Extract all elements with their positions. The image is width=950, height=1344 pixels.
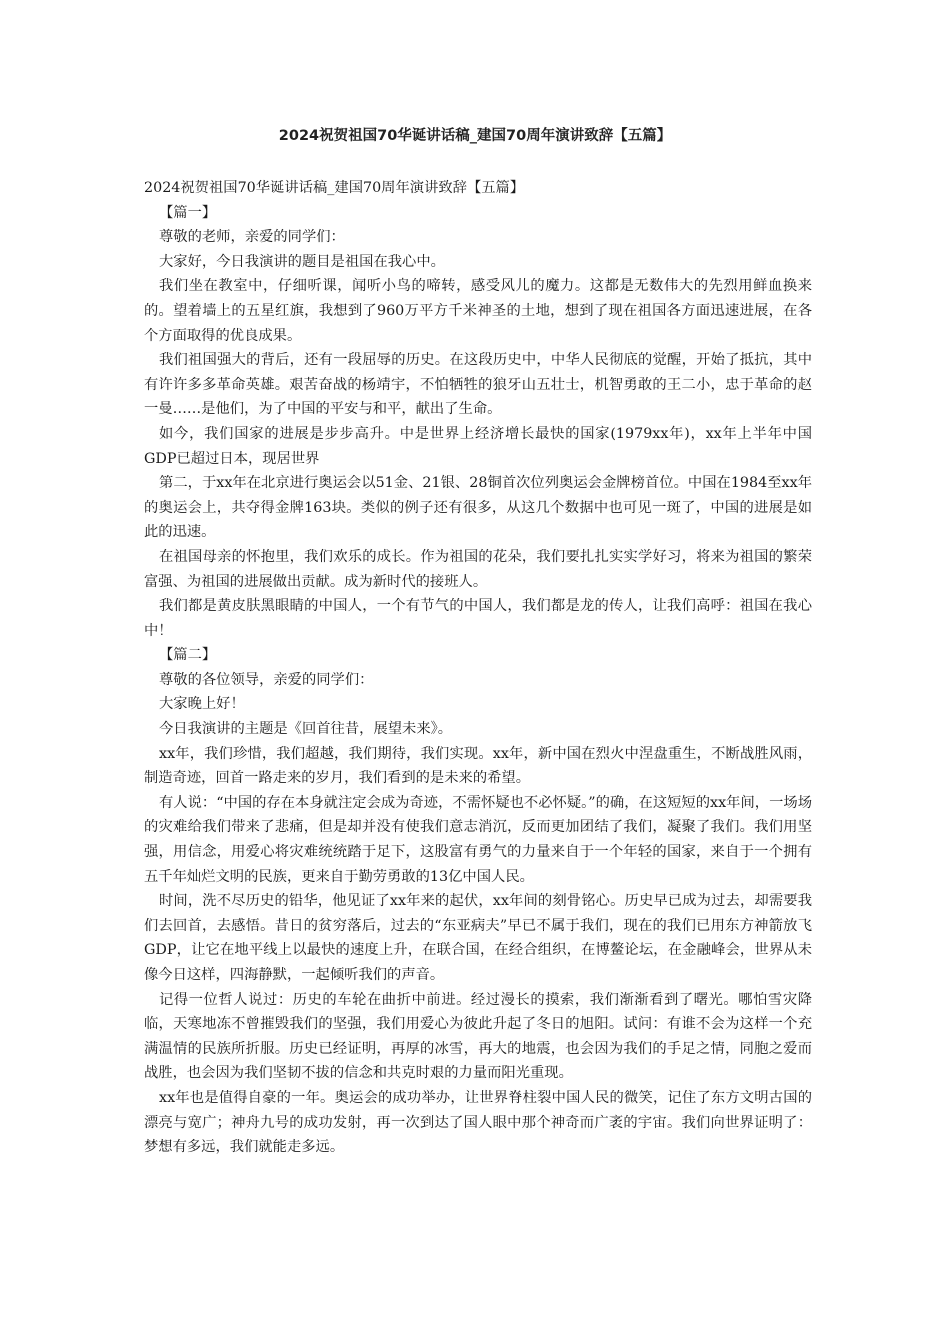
paragraph: 大家晚上好！ [159,696,245,713]
document-title: 2024祝贺祖国70华诞讲话稿_建国70周年演讲致辞【五篇】 [278,128,672,144]
paragraph: 如今，我们国家的进展是步步高升。中是世界上经济增长最快的国家(1979xx年)，xx年上半年中国GDP已超过日本，现居世界 [144,425,812,467]
paragraph: 在祖国母亲的怀抱里，我们欢乐的成长。作为祖国的花朵，我们要扎扎实实学好习，将来为祖国的繁荣富强、为祖国的进展做出贡献。成为新时代的接班人。 [144,548,812,590]
paragraph: 我们祖国强大的背后，还有一段屈辱的历史。在这段历史中，中华人民彻底的觉醒，开始了抵抗，其中有许许多多革命英雄。艰苦奋战的杨靖宇，不怕牺牲的狼牙山五壮士，机智勇敢的王二小，忠于革命的赵一曼……是他们，为了中国的平安与和平，献出了生命。 [144,352,812,418]
paragraph: xx年也是值得自豪的一年。奥运会的成功举办，让世界脊柱裂中国人民的微笑，记住了东方文明古国的漂亮与宽广；神舟九号的成功发射，再一次到达了国人眼中那个神奇而广袤的宇宙。我们向世界证明了：梦想有多远，我们就能走多远。 [144,1089,812,1156]
paragraph: 尊敬的各位领导，亲爱的同学们： [159,671,374,688]
paragraph: xx年，我们珍惜，我们超越，我们期待，我们实现。xx年，新中国在烈火中涅盘重生，不断战胜风雨，制造奇迹，回首一路走来的岁月，我们看到的是未来的希望。 [144,745,812,787]
section-heading-2: 【篇二】 [159,647,217,664]
paragraph: 大家好，今日我演讲的题目是祖国在我心中。 [159,253,445,270]
paragraph: 今日我演讲的主题是《回首往昔，展望未来》。 [159,721,453,738]
paragraph: 第二，于xx年在北京进行奥运会以51金、21银、28铜首次位列奥运会金牌榜首位。中国在1984至xx年的奥运会上，共夺得金牌163块。类似的例子还有很多，从这几个数据中也可见一斑了，中国的进展是如此的迅速。 [144,475,812,541]
document-body [144,176,812,1160]
section-heading-1: 【篇一】 [159,204,217,221]
paragraph: 时间，洗不尽历史的铅华，他见证了xx年来的起伏，xx年间的刻骨铭心。历史早已成为过去，却需要我们去回首，去感悟。昔日的贫穷落后，过去的“东亚病夫”早已不属于我们，现在的我们已用东方神箭放飞GDP，让它在地平线上以最快的速度上升，在联合国，在经合组织，在博鳌论坛，在金融峰会，世界从未像今日这样，四海静默，一起倾听我们的声音。 [144,893,812,983]
paragraph: 记得一位哲人说过：历史的车轮在曲折中前进。经过漫长的摸索，我们渐渐看到了曙光。哪怕雪灾降临，天寒地冻不曾摧毁我们的坚强，我们用爱心为彼此升起了冬日的旭阳。试问：有谁不会为这样一个充满温情的民族所折服。历史已经证明，再厚的冰雪，再大的地震，也会因为我们的手足之情，同胞之爱而战胜，也会因为我们坚韧不拔的信念和共克时艰的力量而阳光重现。 [144,991,812,1082]
paragraph: 我们都是黄皮肤黑眼睛的中国人，一个有节气的中国人，我们都是龙的传人，让我们高呼：祖国在我心中！ [144,598,812,639]
paragraph: 尊敬的老师，亲爱的同学们： [159,229,345,246]
document-subtitle: 2024祝贺祖国70华诞讲话稿_建国70周年演讲致辞【五篇】 [144,180,525,196]
paragraph: 我们坐在教室中，仔细听课，闻听小鸟的啼转，感受风儿的魔力。这都是无数伟大的先烈用鲜血换来的。望着墙上的五星红旗，我想到了960万平方千米神圣的土地，想到了现在祖国各方面迅速进展，在各个方面取得的优良成果。 [144,278,812,344]
paragraph: 有人说：“中国的存在本身就注定会成为奇迹，不需怀疑也不必怀疑。”的确，在这短短的xx年间，一场场的灾难给我们带来了悲痛，但是却并没有使我们意志消沉，反而更加团结了我们，凝聚了我们。我们用坚强，用信念，用爱心将灾难统统踏于足下，这股富有勇气的力量来自于一个年轻的国家，来自于一个拥有五千年灿烂文明的民族，更来自于勤劳勇敢的13亿中国人民。 [144,794,812,885]
